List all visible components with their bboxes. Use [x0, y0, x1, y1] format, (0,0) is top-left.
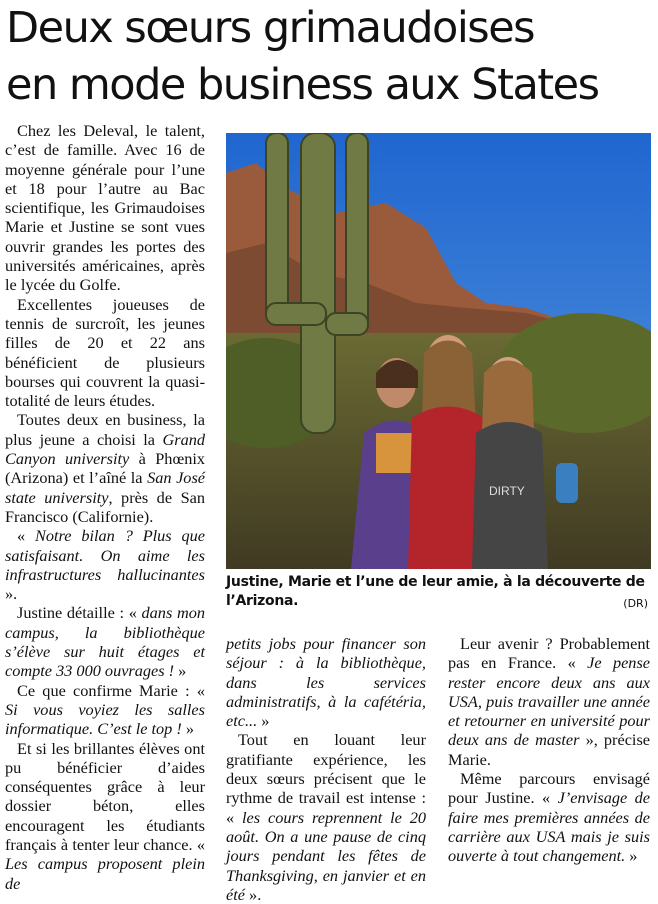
paragraph: Et si les brillantes élèves ont pu bénéficier d’aides conséquentes grâce à leur dossier béton, elles encouragent les étudiants français à tenter leur chance. « Les campus proposent plein de	[5, 738, 205, 893]
headline	[6, 0, 654, 114]
paragraph: Leur avenir ? Probablement pas en France. « Je pense rester encore deux ans aux USA, puis travailler une année et retourner en université pour deux ans de master », précise Marie.	[448, 634, 651, 769]
paragraph: Toutes deux en business, la plus jeune a choisi la Grand Canyon university à Phœnix (Arizona) et l’aîné la San José state university, près de San Francisco (Californie).	[5, 410, 206, 526]
quote-paragraph: Ce que confirme Marie : « Si vous voyiez les salles informatique. C’est le top ! »	[5, 680, 205, 739]
headline-line-2: en mode business aux States	[6, 60, 599, 110]
article-photo	[226, 133, 651, 569]
shirt-text: DIRTY	[489, 484, 525, 498]
photo-caption: Justine, Marie et l’une de leur amie, à la découverte de l’Arizona.	[226, 574, 645, 609]
article-column-2	[226, 634, 426, 904]
article-column-1	[5, 121, 205, 893]
article-column-3	[448, 634, 650, 866]
paragraph: Excellentes joueuses de tennis de surcroît, les jeunes filles de 20 et 22 ans bénéficient de plusieurs bourses qui couvrent la quasi-totalité de leurs études.	[5, 294, 205, 411]
quote-paragraph: petits jobs pour financer son séjour : à la bibliothèque, dans les services administratifs, à la cafétéria, etc... »	[226, 634, 426, 731]
photo-illustration	[226, 133, 651, 569]
headline-line-1: Deux sœurs grimaudoises	[6, 3, 535, 53]
quote-paragraph: « Notre bilan ? Plus que satisfaisant. On aime les infrastructures hallucinantes ».	[5, 526, 206, 604]
quote-paragraph: Justine détaille : « dans mon campus, la bibliothèque s’élève sur huit étages et compte 33 000 ouvrages ! »	[5, 603, 205, 681]
paragraph: Tout en louant leur gratifiante expérience, les deux sœurs précisent que le rythme de travail est intense : « les cours reprennent le 20 août. On a une pause de cinq jours pendant les fêtes de Thanksgiving, en janvier et en été ».	[226, 730, 426, 904]
paragraph: Chez les Deleval, le talent, c’est de famille. Avec 16 de moyenne générale pour l’une et 18 pour l’autre au Bac scientifique, les Grimaudoises Marie et Justine se sont vues ouvrir grandes les portes des universités américaines, après le lycée du Golfe.	[5, 121, 205, 295]
photo-credit: (DR)	[623, 597, 648, 610]
paragraph: Même parcours envisagé pour Justine. « J’envisage de faire mes premières années de carrière aux USA mais je suis ouverte à tout changement. »	[448, 769, 651, 866]
